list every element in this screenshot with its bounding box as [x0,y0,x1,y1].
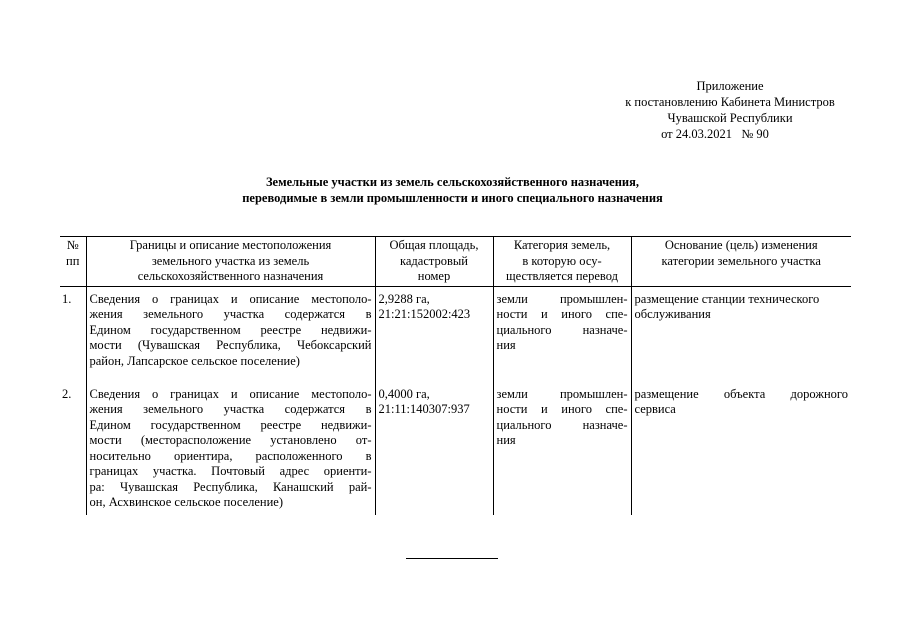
title-line-1: Земельные участки из земель сельскохозяйственного назначения, [265,175,640,189]
header-borders-description [86,237,375,287]
row-basis [631,286,851,382]
table-row [60,382,851,515]
header-text: № [66,238,79,252]
description-line: мости (месторасположение установлено от- [89,433,372,447]
row-area-cadastral [375,286,493,382]
area-value: 2,9288 га, [378,291,430,306]
header-text: категории земельного участка [661,253,821,268]
category-line: земли промышлен- [496,291,628,306]
description-line: границах участка. Почтовый адрес ориенти- [89,464,372,478]
basis-line: обслуживания [634,307,711,321]
category-line: ния [496,433,516,447]
row-number: 2. [62,386,72,401]
header-text: в которую осу- [522,253,602,268]
title-line-2: переводимые в земли промышленности и иного специального назначения [242,191,663,205]
description-line: Едином государственном реестре недвижи- [89,322,372,337]
description-line: он, Асхвинское сельское поселение) [89,495,284,509]
row-description [86,382,375,515]
header-text: пп [66,253,80,268]
basis-line: размещение станции технического [634,291,820,306]
header-text: Общая площадь, [389,238,479,252]
description-line: Сведения о границах и описание местополо- [89,386,372,401]
table-row [60,286,851,382]
row-category [493,382,631,515]
basis-line: размещение объекта дорожного [634,386,848,401]
description-line: жения земельного участка содержатся в [89,402,372,416]
appendix-resolution: к постановлению Кабинета Министров [625,95,835,109]
description-line: носительно ориентира, расположенного в [89,448,372,463]
header-area-cadastral [375,237,493,287]
header-change-basis [631,237,851,287]
area-value: 0,4000 га, [378,386,430,401]
description-line: район, Лапсарское сельское поселение) [89,353,300,368]
header-text: номер [417,269,451,283]
header-text: Категория земель, [513,238,611,252]
appendix-date-number: от 24.03.2021 № 90 [661,127,769,141]
header-text: Границы и описание местоположения [129,238,332,252]
appendix-republic: Чувашской Республики [667,111,793,125]
document-title [150,174,755,206]
category-line: циального назначе- [496,417,628,432]
description-line: ра: Чувашская Республика, Канашский рай- [89,479,372,494]
description-line: Едином государственном реестре недвижи- [89,417,372,432]
description-line: мости (Чувашская Республика, Чебоксарский [89,338,372,352]
header-land-category [493,237,631,287]
category-line: ности и иного спе- [496,307,628,321]
cadastral-number: 21:21:152002:423 [378,307,471,321]
header-number [60,237,86,287]
row-category [493,286,631,382]
header-text: ществляется перевод [506,269,618,283]
header-text: кадастровый [400,253,468,268]
category-line: земли промышлен- [496,386,628,401]
header-text: сельскохозяйственного назначения [137,269,324,283]
row-basis [631,382,851,515]
row-area-cadastral [375,382,493,515]
header-text: земельного участка из земель [151,253,310,268]
category-line: ния [496,338,516,352]
end-divider [406,558,498,559]
appendix-header [600,78,860,142]
basis-line: сервиса [634,402,676,416]
land-plots-table [60,236,851,515]
header-text: Основание (цель) изменения [664,238,818,252]
category-line: ности и иного спе- [496,402,628,416]
description-line: жения земельного участка содержатся в [89,307,372,321]
table-header-row [60,237,851,287]
row-description [86,286,375,382]
cadastral-number: 21:11:140307:937 [378,402,470,416]
appendix-label: Приложение [696,79,764,93]
category-line: циального назначе- [496,322,628,337]
description-line: Сведения о границах и описание местополо- [89,291,372,306]
row-number: 1. [62,291,72,306]
